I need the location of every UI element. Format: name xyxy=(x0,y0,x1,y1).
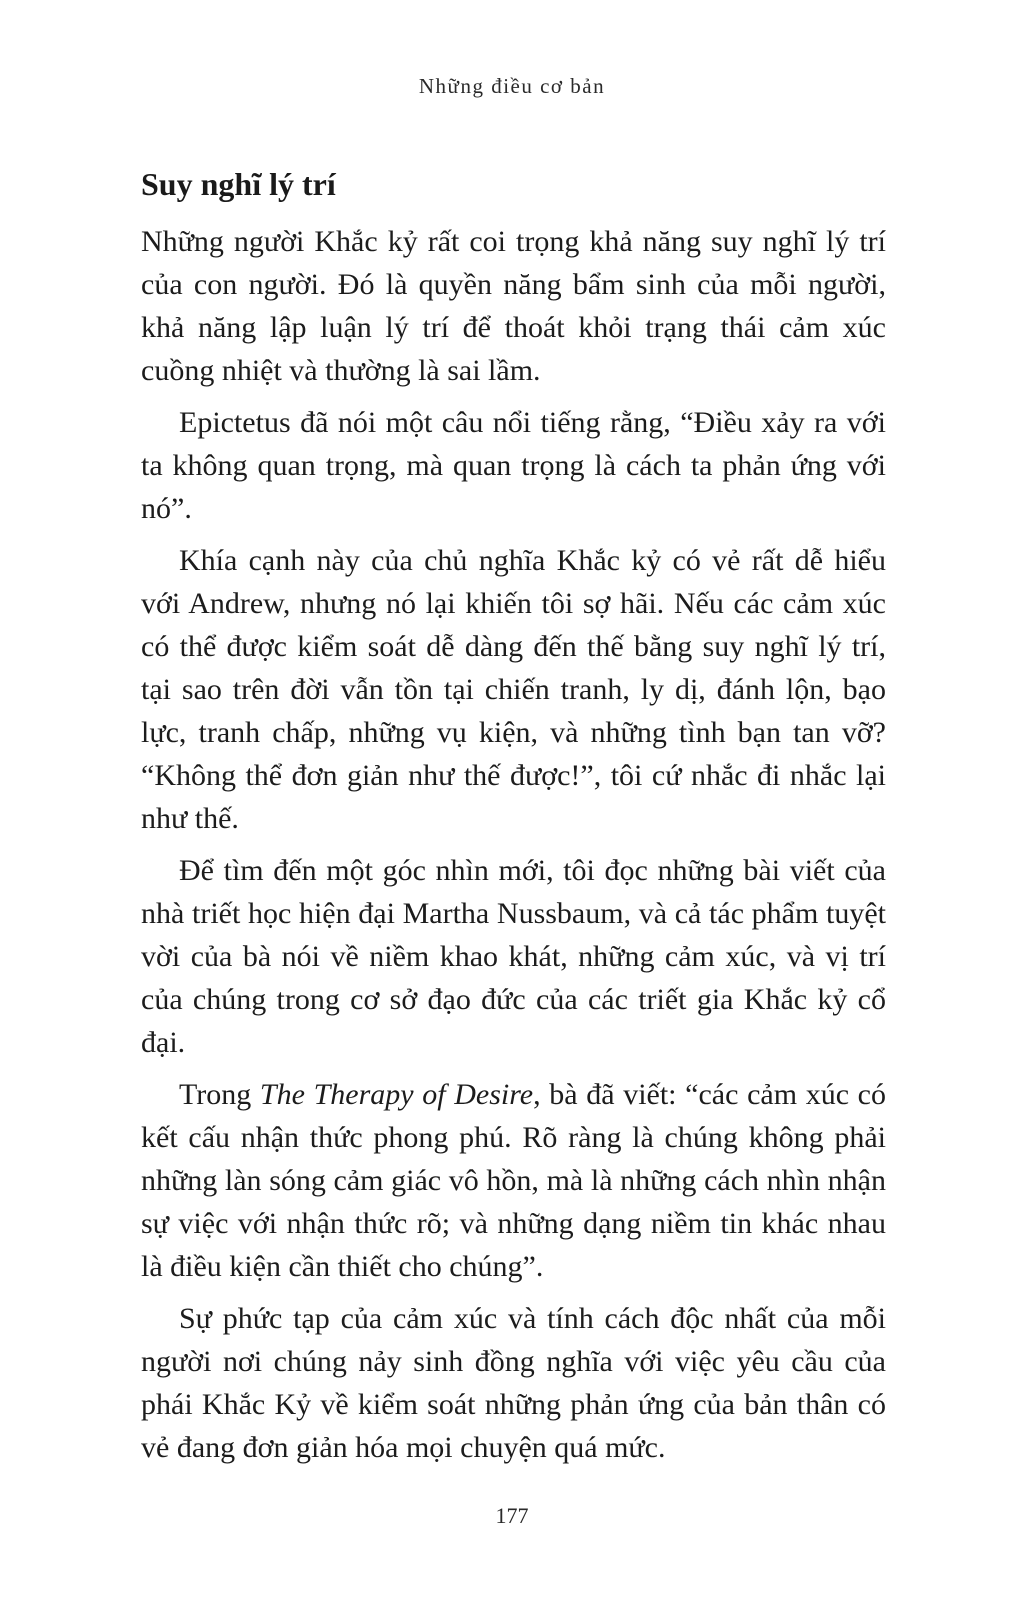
paragraph-5-rest: , bà đã viết: “các cảm xúc có kết cấu nhận thức phong phú. Rõ ràng là chúng không phải những làn sóng cảm giác vô hồn, mà là những cách nhìn nhận sự việc với nhận thức rõ; và những dạng niềm tin khác nhau là điều kiện cần thiết cho chúng”. xyxy=(141,1078,886,1283)
paragraph-6: Sự phức tạp của cảm xúc và tính cách độc nhất của mỗi người nơi chúng nảy sinh đồng nghĩa với việc yêu cầu của phái Khắc Kỷ về kiểm soát những phản ứng của bản thân có vẻ đang đơn giản hóa mọi chuyện quá mức. xyxy=(141,1302,886,1464)
section-title: Suy nghĩ lý trí xyxy=(141,166,336,202)
paragraph-5 xyxy=(141,1073,886,1288)
book-title: The Therapy of Desire xyxy=(259,1078,534,1111)
paragraph-1: Những người Khắc kỷ rất coi trọng khả năng suy nghĩ lý trí của con người. Đó là quyền năng bẩm sinh của mỗi người, khả năng lập luận lý trí để thoát khỏi trạng thái cảm xúc cuồng nhiệt và thường là sai lầm. xyxy=(141,225,886,387)
running-header: Những điều cơ bản xyxy=(418,74,606,98)
page-content xyxy=(141,162,886,1478)
paragraph-3: Khía cạnh này của chủ nghĩa Khắc kỷ có vẻ rất dễ hiểu với Andrew, nhưng nó lại khiến tôi sợ hãi. Nếu các cảm xúc có thể được kiểm soát dễ dàng đến thế bằng suy nghĩ lý trí, tại sao trên đời vẫn tồn tại chiến tranh, ly dị, đánh lộn, bạo lực, tranh chấp, những vụ kiện, và những tình bạn tan vỡ? “Không thể đơn giản như thế được!”, tôi cứ nhắc đi nhắc lại như thế. xyxy=(141,544,886,835)
paragraph-2: Epictetus đã nói một câu nổi tiếng rằng, “Điều xảy ra với ta không quan trọng, mà quan trọng là cách ta phản ứng với nó”. xyxy=(141,406,886,525)
paragraph-4: Để tìm đến một góc nhìn mới, tôi đọc những bài viết của nhà triết học hiện đại Martha Nussbaum, và cả tác phẩm tuyệt vời của bà nói về niềm khao khát, những cảm xúc, và vị trí của chúng trong cơ sở đạo đức của các triết gia Khắc kỷ cổ đại. xyxy=(141,854,886,1059)
paragraph-5-lead: Trong xyxy=(179,1078,260,1111)
page-number: 177 xyxy=(495,1503,529,1528)
